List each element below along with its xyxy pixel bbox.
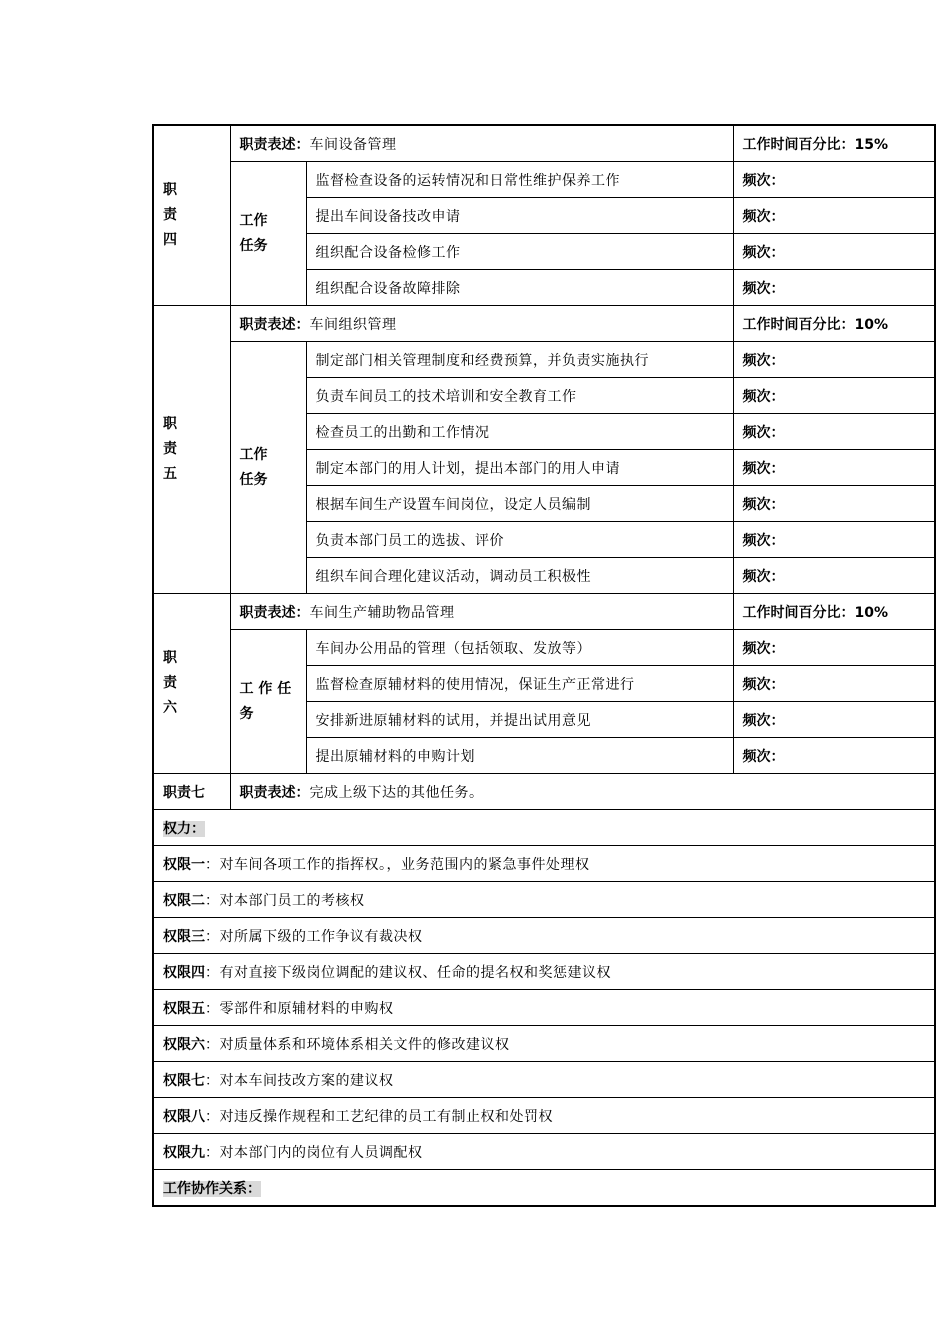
task-text: 组织配合设备故障排除	[315, 280, 461, 297]
power-text: ：对本部门内的岗位有人员调配权	[205, 1144, 423, 1161]
duty-description-label: 职责表述：	[239, 316, 310, 333]
frequency-cell	[733, 378, 935, 414]
task-text: 提出车间设备技改申请	[315, 208, 461, 225]
task-text: 组织配合设备检修工作	[315, 244, 461, 261]
frequency-label: 频次：	[742, 424, 785, 441]
task-text: 检查员工的出勤和工作情况	[315, 424, 490, 441]
cooperation-header-row	[153, 1170, 935, 1207]
power-cell	[153, 990, 935, 1026]
task-text: 车间办公用品的管理（包括领取、发放等）	[315, 640, 591, 657]
duty-label-char: 责	[163, 207, 177, 223]
task-text: 提出原辅材料的申购计划	[315, 748, 475, 765]
task-label-line: 工作	[239, 212, 268, 229]
duty-label-char: 四	[163, 232, 177, 248]
time-percentage-label: 工作时间百分比：	[742, 604, 855, 621]
task-text-cell	[306, 414, 733, 450]
power-header-cell	[153, 810, 935, 846]
task-row	[153, 162, 935, 198]
power-text: ：对质量体系和环境体系相关文件的修改建议权	[205, 1036, 510, 1053]
frequency-cell	[733, 162, 935, 198]
task-text-cell	[306, 450, 733, 486]
duty7-row	[153, 774, 935, 810]
power-label: 权限二	[163, 892, 205, 909]
task-text-cell	[306, 486, 733, 522]
duty-description-cell	[230, 125, 733, 162]
power-cell	[153, 918, 935, 954]
power-text: ：有对直接下级岗位调配的建议权、任命的提名权和奖惩建议权	[205, 964, 611, 981]
power-row	[153, 1098, 935, 1134]
time-percentage-value: 10%	[854, 604, 889, 621]
frequency-label: 频次：	[742, 280, 785, 297]
power-label: 权限七	[163, 1072, 205, 1089]
task-label-cell	[230, 342, 306, 594]
duty-description-text: 车间生产辅助物品管理	[309, 604, 455, 621]
time-percentage-cell	[733, 306, 935, 342]
frequency-label: 频次：	[742, 388, 785, 405]
task-label-line: 任务	[239, 471, 268, 488]
power-header: 权力：	[163, 820, 205, 837]
power-row	[153, 954, 935, 990]
frequency-cell	[733, 738, 935, 774]
time-percentage-value: 10%	[854, 316, 889, 333]
duty-label-cell	[153, 594, 230, 774]
power-label: 权限一	[163, 856, 205, 873]
duty-description-cell	[230, 594, 733, 630]
power-text: ：零部件和原辅材料的申购权	[205, 1000, 394, 1017]
task-text: 负责车间员工的技术培训和安全教育工作	[315, 388, 577, 405]
table-body	[153, 125, 935, 1206]
power-text: ：对车间各项工作的指挥权。，业务范围内的紧急事件处理权	[205, 856, 590, 873]
frequency-cell	[733, 198, 935, 234]
power-text: ：对所属下级的工作争议有裁决权	[205, 928, 423, 945]
frequency-cell	[733, 630, 935, 666]
task-text-cell	[306, 378, 733, 414]
duty-label-cell	[153, 125, 230, 306]
duty-label-char: 六	[163, 700, 177, 716]
power-label: 权限六	[163, 1036, 205, 1053]
power-cell	[153, 954, 935, 990]
frequency-label: 频次：	[742, 172, 785, 189]
task-label-cell	[230, 162, 306, 306]
task-text: 监督检查设备的运转情况和日常性维护保养工作	[315, 172, 620, 189]
power-label: 权限三	[163, 928, 205, 945]
duty7-description-text: 完成上级下达的其他任务。	[309, 784, 484, 801]
duty7-description-label: 职责表述：	[239, 784, 310, 801]
frequency-cell	[733, 270, 935, 306]
task-text-cell	[306, 342, 733, 378]
task-text-cell	[306, 162, 733, 198]
power-text: ：对本车间技改方案的建议权	[205, 1072, 394, 1089]
power-label: 权限九	[163, 1144, 205, 1161]
duty-header-row	[153, 125, 935, 162]
duty-header-row	[153, 306, 935, 342]
task-text-cell	[306, 702, 733, 738]
frequency-cell	[733, 522, 935, 558]
task-label-cell	[230, 630, 306, 774]
power-cell	[153, 1134, 935, 1170]
duty-label-char: 职	[163, 650, 177, 666]
duty-label-char: 职	[163, 182, 177, 198]
task-text: 安排新进原辅材料的试用，并提出试用意见	[315, 712, 591, 729]
power-row	[153, 918, 935, 954]
power-row	[153, 846, 935, 882]
frequency-cell	[733, 234, 935, 270]
task-text-cell	[306, 270, 733, 306]
power-cell	[153, 882, 935, 918]
job-description-table	[152, 124, 936, 1207]
task-row	[153, 342, 935, 378]
frequency-label: 频次：	[742, 748, 785, 765]
frequency-cell	[733, 702, 935, 738]
task-label-line: 工作	[239, 446, 268, 463]
task-text: 负责本部门员工的选拔、评价	[315, 532, 504, 549]
frequency-label: 频次：	[742, 712, 785, 729]
duty-description-cell	[230, 306, 733, 342]
power-text: ：对违反操作规程和工艺纪律的员工有制止权和处罚权	[205, 1108, 553, 1125]
duty7-description-cell	[230, 774, 935, 810]
frequency-cell	[733, 414, 935, 450]
task-label-line: 工 作 任	[239, 680, 292, 697]
task-text-cell	[306, 198, 733, 234]
power-row	[153, 1026, 935, 1062]
power-cell	[153, 1062, 935, 1098]
task-text-cell	[306, 234, 733, 270]
frequency-cell	[733, 450, 935, 486]
duty-label-cell	[153, 306, 230, 594]
task-text: 根据车间生产设置车间岗位，设定人员编制	[315, 496, 591, 513]
power-row	[153, 1134, 935, 1170]
time-percentage-label: 工作时间百分比：	[742, 316, 855, 333]
task-row	[153, 630, 935, 666]
time-percentage-cell	[733, 125, 935, 162]
duty-label-char: 责	[163, 441, 177, 457]
duty-description-label: 职责表述：	[239, 604, 310, 621]
task-text-cell	[306, 630, 733, 666]
task-text-cell	[306, 522, 733, 558]
power-cell	[153, 846, 935, 882]
task-text: 监督检查原辅材料的使用情况，保证生产正常进行	[315, 676, 635, 693]
duty-label-char: 五	[163, 466, 177, 482]
cooperation-header: 工作协作关系：	[163, 1180, 261, 1197]
duty7-label-cell	[153, 774, 230, 810]
frequency-label: 频次：	[742, 208, 785, 225]
task-label-line: 务	[239, 705, 254, 722]
duty-label-char: 责	[163, 675, 177, 691]
power-text: ：对本部门员工的考核权	[205, 892, 365, 909]
power-cell	[153, 1026, 935, 1062]
task-text-cell	[306, 666, 733, 702]
power-header-row	[153, 810, 935, 846]
power-row	[153, 882, 935, 918]
power-row	[153, 990, 935, 1026]
cooperation-header-cell	[153, 1170, 935, 1207]
task-label-line: 任务	[239, 237, 268, 254]
frequency-label: 频次：	[742, 568, 785, 585]
duty-label-char: 职	[163, 416, 177, 432]
duty-description-text: 车间设备管理	[309, 136, 397, 153]
time-percentage-cell	[733, 594, 935, 630]
task-text-cell	[306, 738, 733, 774]
frequency-cell	[733, 666, 935, 702]
duty-description-text: 车间组织管理	[309, 316, 397, 333]
task-text: 组织车间合理化建议活动，调动员工积极性	[315, 568, 591, 585]
frequency-label: 频次：	[742, 352, 785, 369]
duty7-label: 职责七	[163, 784, 205, 801]
power-label: 权限八	[163, 1108, 205, 1125]
task-text: 制定本部门的用人计划，提出本部门的用人申请	[315, 460, 620, 477]
time-percentage-label: 工作时间百分比：	[742, 136, 855, 153]
frequency-label: 频次：	[742, 640, 785, 657]
power-label: 权限四	[163, 964, 205, 981]
frequency-label: 频次：	[742, 496, 785, 513]
power-label: 权限五	[163, 1000, 205, 1017]
task-text-cell	[306, 558, 733, 594]
frequency-label: 频次：	[742, 676, 785, 693]
frequency-cell	[733, 342, 935, 378]
frequency-cell	[733, 486, 935, 522]
frequency-cell	[733, 558, 935, 594]
time-percentage-value: 15%	[854, 136, 889, 153]
duty-description-label: 职责表述：	[239, 136, 310, 153]
duty-header-row	[153, 594, 935, 630]
power-row	[153, 1062, 935, 1098]
frequency-label: 频次：	[742, 460, 785, 477]
frequency-label: 频次：	[742, 532, 785, 549]
power-cell	[153, 1098, 935, 1134]
frequency-label: 频次：	[742, 244, 785, 261]
task-text: 制定部门相关管理制度和经费预算，并负责实施执行	[315, 352, 649, 369]
